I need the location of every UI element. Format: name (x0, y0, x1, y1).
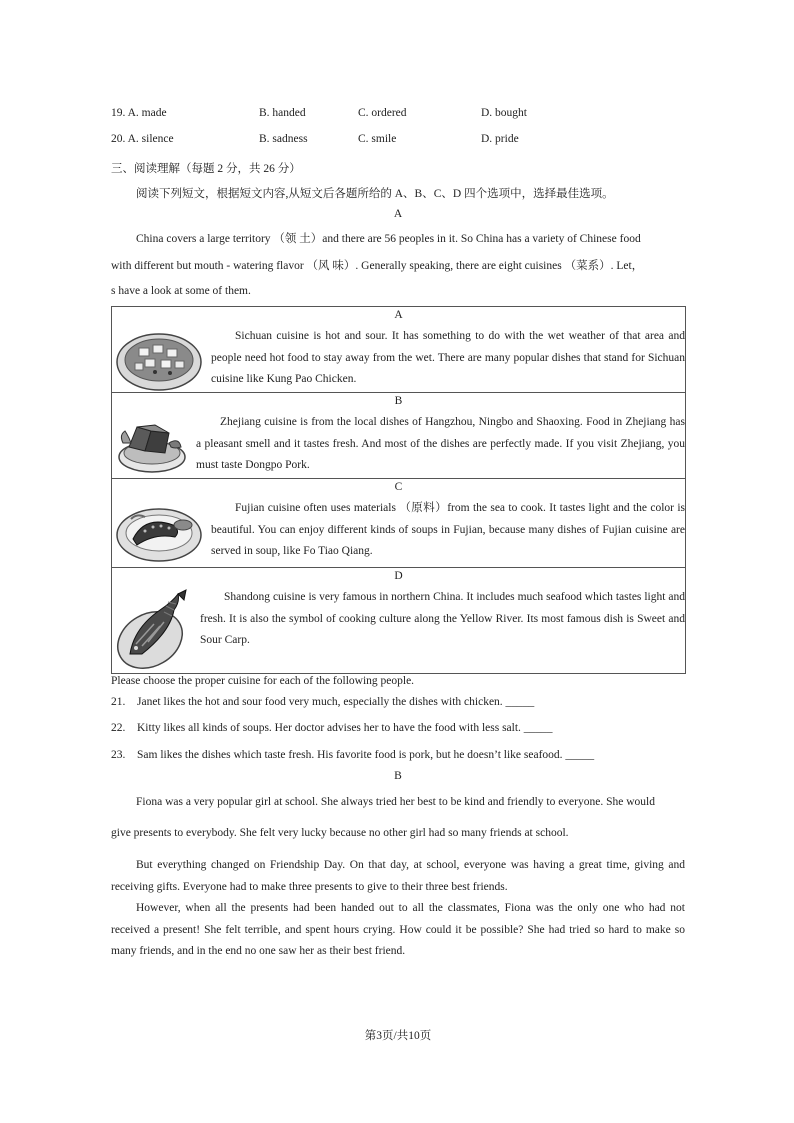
cuisine-row-letter: D (394, 570, 403, 582)
q20-option-d: D. pride (481, 133, 519, 145)
q20-option-a: 20. A. silence (111, 133, 174, 145)
sea-cucumber-dish-image (115, 503, 203, 563)
cuisine-row-text-content: Sichuan cuisine is hot and sour. It has something to do with the wet weather of that area and people need hot food to stay away from the wet. There are many popular dishes that stand for Sichuan cuisine like Kung Pao Chicken. (211, 330, 685, 385)
section-heading: 三、阅读理解（每题 2 分，共 26 分） (111, 163, 301, 175)
cuisine-row-letter: A (394, 309, 403, 321)
cuisine-row-text (211, 326, 685, 391)
passage-a-intro-line2: with different but mouth - watering flavor （风 味）. Generally speaking, there are eight cuisines （菜系）. Let， (111, 260, 644, 272)
q19-option-b: B. handed (259, 107, 306, 119)
cuisine-table (111, 306, 686, 674)
cuisine-row-text-content: Shandong cuisine is very famous in northern China. It includes much seafood which tastes light and fresh. It is also the symbol of cooking culture along the Yellow River. Its most famous dish is Sweet and Sour Carp. (200, 591, 685, 646)
passage-b-p3: However, when all the presents had been handed out to all the classmates, Fiona was the only one who had not received a present! She felt terrible, and spent hours crying. How could it be possible? She had tried so hard to make so many friends, and in the end no one saw her as their best friend. (111, 902, 685, 957)
passage-a-label: A (393, 208, 403, 220)
q20-option-b: B. sadness (259, 133, 308, 145)
dongpo-pork-dish-image (115, 417, 189, 475)
cuisine-row-a (112, 307, 685, 392)
passage-b-p1-line1: Fiona was a very popular girl at school. She always tried her best to be kind and friendly to everyone. She would (136, 796, 655, 808)
cuisine-row-b (112, 392, 685, 479)
passage-a-intro-line3: s have a look at some of them. (111, 285, 251, 297)
mapo-tofu-dish-image (115, 328, 203, 392)
passage-b-p1-line2: give presents to everybody. She felt very lucky because no other girl had so many friends at school. (111, 827, 569, 839)
question-text: Kitty likes all kinds of soups. Her doctor advises her to have the food with less salt. _____ (137, 722, 553, 734)
question-number: 23. (111, 749, 126, 761)
cuisine-row-text-content: Zhejiang cuisine is from the local dishes of Hangzhou, Ningbo and Shaoxing. Food in Zhejiang has a pleasant smell and it tastes fresh. And most of the dishes are perfectly made. If you visit Zhejiang, you must taste Dongpo Pork. (196, 416, 685, 471)
q19-option-d: D. bought (481, 107, 527, 119)
page-number: 第3页/共10页 (364, 1030, 432, 1042)
question-22 (111, 722, 553, 734)
cuisine-row-text-content: Fujian cuisine often uses materials （原料）from the sea to cook. It tastes light and the color is beautiful. You can enjoy different kinds of soups in Fujian, because many dishes of Fujian cuisine are served in soup, like Fo Tiao Qiang. (211, 502, 685, 557)
passage-a-intro-line1: China covers a large territory （领 土）and there are 56 peoples in it. So China has a variety of Chinese food (136, 233, 641, 245)
cuisine-row-letter: C (394, 481, 403, 493)
q20-option-c: C. smile (358, 133, 397, 145)
sweet-sour-carp-dish-image (114, 588, 194, 670)
question-text: Janet likes the hot and sour food very much, especially the dishes with chicken. _____ (137, 696, 535, 708)
question-21 (111, 696, 534, 708)
cuisine-row-text (211, 498, 685, 563)
q19-option-a: 19. A. made (111, 107, 167, 119)
question-number: 21. (111, 696, 126, 708)
passage-b-label: B (394, 770, 402, 782)
question-text: Sam likes the dishes which taste fresh. His favorite food is pork, but he doesn’t like seafood. _____ (137, 749, 595, 761)
cuisine-row-letter: B (394, 395, 403, 407)
section-instruction: 阅读下列短文，根据短文内容,从短文后各题所给的 A、B、C、D 四个选项中，选择最佳选项。 (136, 188, 614, 200)
passage-a-prompt: Please choose the proper cuisine for each of the following people. (111, 675, 415, 687)
cuisine-row-d (112, 567, 685, 674)
q19-option-c: C. ordered (358, 107, 407, 119)
cuisine-row-text (196, 412, 685, 477)
question-number: 22. (111, 722, 126, 734)
question-23 (111, 749, 594, 761)
cuisine-row-text (200, 587, 685, 652)
passage-b-p2: But everything changed on Friendship Day. On that day, at school, everyone was having a great time, giving and receiving gifts. Everyone had to make three presents to give to their three best friends. (111, 859, 685, 893)
cuisine-row-c (112, 478, 685, 568)
